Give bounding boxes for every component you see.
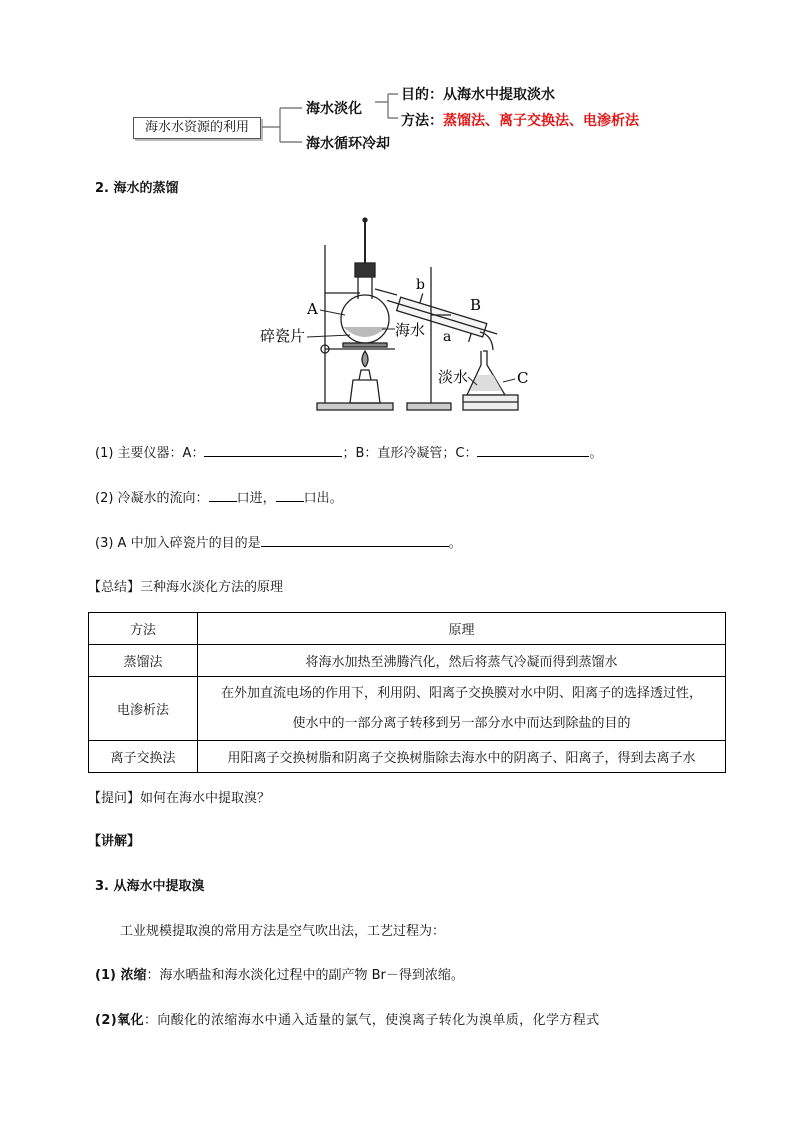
- q2-in: 口进，: [236, 491, 276, 506]
- row-principle: 将海水加热至沸腾汽化，然后将蒸气冷凝而得到蒸馏水: [198, 645, 726, 677]
- label-b: b: [416, 277, 425, 293]
- section3-intro: 工业规模提取溴的常用方法是空气吹出法，工艺过程为：: [120, 924, 446, 939]
- step1-label: (1) 浓缩: [95, 968, 147, 983]
- tree-branch-desalination: 海水淡化: [306, 101, 362, 117]
- label-A: A: [307, 300, 318, 318]
- row-method: 离子交换法: [89, 741, 198, 773]
- tree-purpose: [401, 84, 555, 104]
- row-principle: 用阳离子交换树脂和阴离子交换树脂除去海水中的阴离子、阳离子，得到去离子水: [198, 741, 726, 773]
- row-method: 蒸馏法: [89, 645, 198, 677]
- q2-out: 口出。: [303, 491, 343, 506]
- q2-prefix: (2) 冷凝水的流向：: [95, 491, 209, 506]
- q1-end: 。: [589, 446, 603, 461]
- purpose-text: 从海水中提取淡水: [443, 87, 555, 103]
- tree-method: [401, 110, 639, 130]
- label-fresh: 淡水: [438, 368, 469, 386]
- table-header-row: [89, 613, 726, 645]
- question-1: [95, 442, 602, 461]
- step2-label: (2)氧化: [95, 1013, 144, 1028]
- prompt-text: 如何在海水中提取溴？: [140, 791, 271, 806]
- row-principle-line1: 在外加直流电场的作用下，利用阴、阳离子交换膜对水中阴、阳离子的选择透过性，: [220, 685, 702, 701]
- label-B: B: [470, 296, 482, 314]
- q3-prefix: (3) A 中加入碎瓷片的目的是: [95, 536, 261, 551]
- answer-blank-inlet[interactable]: [209, 487, 237, 502]
- method-text: 蒸馏法、离子交换法、电渗析法: [443, 113, 639, 129]
- prompt-bracket: 【提问】: [88, 791, 141, 806]
- tree-root-label: 海水水资源的利用: [144, 120, 249, 135]
- question-prompt: [88, 787, 270, 806]
- question-2: [95, 487, 343, 506]
- label-C: C: [517, 369, 529, 387]
- label-a: a: [443, 329, 452, 345]
- table-row: [89, 645, 726, 677]
- answer-blank-C[interactable]: [477, 442, 589, 457]
- row-method: 电渗析法: [89, 677, 198, 741]
- row-principle-line2: 使水中的一部分离子转移到另一部分水中而达到除盐的目的: [292, 715, 631, 731]
- summary-heading-text: 三种海水淡化方法的原理: [140, 580, 284, 595]
- summary-heading: [88, 576, 283, 595]
- summary-table: [88, 612, 726, 773]
- label-shards: 碎瓷片: [260, 327, 306, 345]
- q1-mid: ；B：直形冷凝管；C：: [342, 446, 478, 461]
- answer-blank-A[interactable]: [204, 442, 342, 457]
- distillation-figure: [255, 215, 535, 417]
- section3-step1: [95, 964, 464, 983]
- answer-blank-shards[interactable]: [261, 532, 449, 547]
- q1-prefix: (1) 主要仪器：A：: [95, 446, 205, 461]
- section3-step2: [95, 1009, 600, 1028]
- purpose-label: 目的：: [401, 87, 443, 103]
- table-row: [89, 677, 726, 741]
- step2-text: ：向酸化的浓缩海水中通入适量的氯气，使溴离子转化为溴单质，化学方程式: [143, 1013, 600, 1028]
- tree-branch-cooling: 海水循环冷却: [306, 136, 390, 152]
- method-label: 方法：: [401, 113, 443, 129]
- header-principle: 原理: [198, 613, 726, 645]
- section3-title: 3. 从海水中提取溴: [95, 879, 205, 894]
- question-3: [95, 532, 462, 551]
- step1-text: ：海水晒盐和海水淡化过程中的副产物 Br－得到浓缩。: [146, 968, 464, 983]
- header-method: 方法: [89, 613, 198, 645]
- answer-blank-outlet[interactable]: [276, 487, 304, 502]
- summary-bracket: 【总结】: [88, 580, 141, 595]
- label-seawater: 海水: [395, 321, 426, 339]
- section2-title: 2. 海水的蒸馏: [95, 181, 179, 196]
- q3-end: 。: [448, 536, 462, 551]
- table-row: [89, 741, 726, 773]
- lecture-heading: 【讲解】: [88, 834, 141, 849]
- concept-tree: [130, 80, 690, 155]
- row-principle: [198, 677, 726, 741]
